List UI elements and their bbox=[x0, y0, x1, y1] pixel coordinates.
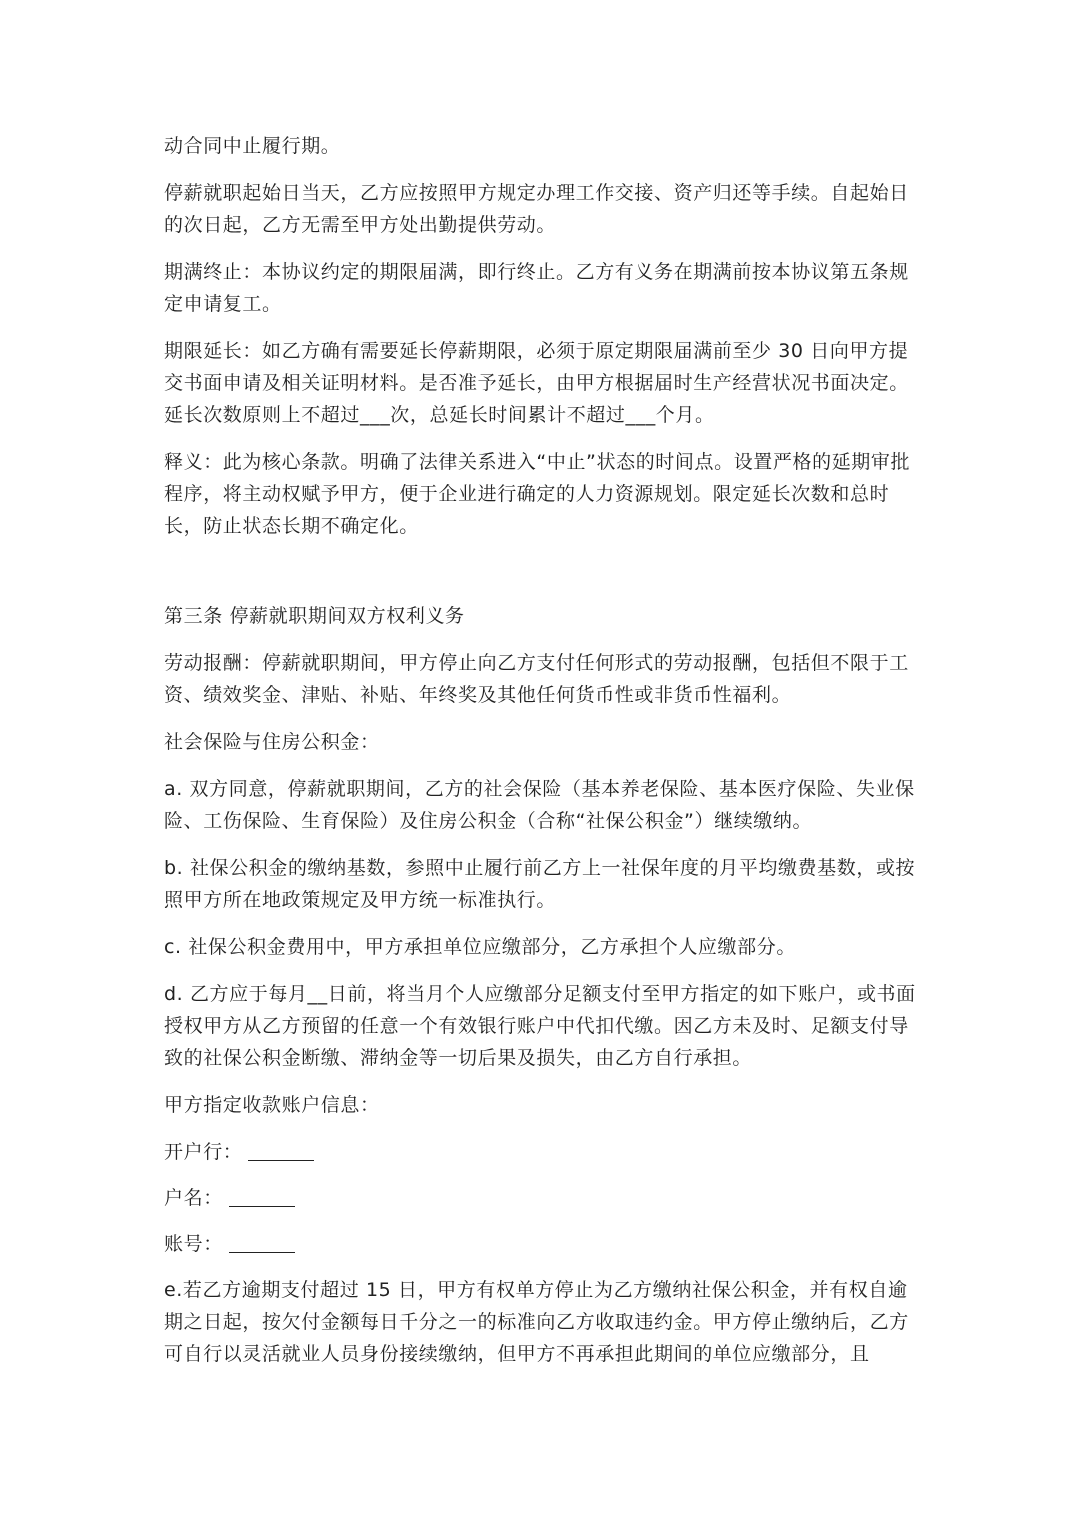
blank-line bbox=[229, 1230, 295, 1253]
paragraph-extension: 期限延长：如乙方确有需要延长停薪期限，必须于原定期限届满前至少 30 日向甲方提交书面申请及相关证明材料。是否准予延长，由甲方根据届时生产经营状况书面决定。延长次数原则上不超过___次，总延长时间累计不超过___个月。 bbox=[164, 340, 909, 426]
paragraph-item-e: e.若乙方逾期支付超过 15 日，甲方有权单方停止为乙方缴纳社保公积金，并有权自逾期之日起，按欠付金额每日千分之一的标准向乙方收取违约金。甲方停止缴纳后，乙方可自行以灵活就业人员身份接续缴纳，但甲方不再承担此期间的单位应缴部分，且 bbox=[164, 1279, 909, 1365]
paragraph-start-date: 停薪就职起始日当天，乙方应按照甲方规定办理工作交接、资产归还等手续。自起始日的次日起，乙方无需至甲方处出勤提供劳动。 bbox=[164, 182, 909, 236]
field-account-name-label: 户名： bbox=[164, 1187, 223, 1209]
paragraph-item-b: b. 社保公积金的缴纳基数，参照中止履行前乙方上一社保年度的月平均缴费基数，或按照甲方所在地政策规定及甲方统一标准执行。 bbox=[164, 857, 916, 911]
paragraph-interpretation: 释义：此为核心条款。明确了法律关系进入“中止”状态的时间点。设置严格的延期审批程序，将主动权赋予甲方，便于企业进行确定的人力资源规划。限定延长次数和总时长，防止状态长期不确定化。 bbox=[164, 451, 911, 537]
document-body bbox=[164, 130, 924, 1385]
paragraph-expiry: 期满终止：本协议约定的期限届满，即行终止。乙方有义务在期满前按本协议第五条规定申请复工。 bbox=[164, 261, 909, 315]
field-account-name bbox=[164, 1182, 924, 1214]
paragraph-account-info: 甲方指定收款账户信息： bbox=[164, 1094, 380, 1116]
field-bank-label: 开户行： bbox=[164, 1141, 243, 1163]
paragraph-item-d: d. 乙方应于每月__日前，将当月个人应缴部分足额支付至甲方指定的如下账户，或书面授权甲方从乙方预留的任意一个有效银行账户中代扣代缴。因乙方未及时、足额支付导致的社保公积金断缴、滞纳金等一切后果及损失，由乙方自行承担。 bbox=[164, 983, 916, 1069]
paragraph-continuation: 动合同中止履行期。 bbox=[164, 135, 341, 157]
paragraph-insurance-heading: 社会保险与住房公积金： bbox=[164, 731, 380, 753]
paragraph-item-c: c. 社保公积金费用中，甲方承担单位应缴部分，乙方承担个人应缴部分。 bbox=[164, 936, 796, 958]
blank-line bbox=[229, 1184, 295, 1207]
paragraph-remuneration: 劳动报酬：停薪就职期间，甲方停止向乙方支付任何形式的劳动报酬，包括但不限于工资、绩效奖金、津贴、补贴、年终奖及其他任何货币性或非货币性福利。 bbox=[164, 652, 909, 706]
field-account-number-label: 账号： bbox=[164, 1233, 223, 1255]
field-account-number bbox=[164, 1228, 924, 1260]
paragraph-item-a: a. 双方同意，停薪就职期间，乙方的社会保险（基本养老保险、基本医疗保险、失业保险、工伤保险、生育保险）及住房公积金（合称“社保公积金”）继续缴纳。 bbox=[164, 778, 915, 832]
blank-line bbox=[248, 1138, 314, 1161]
field-bank bbox=[164, 1136, 924, 1168]
section-title: 第三条 停薪就职期间双方权利义务 bbox=[164, 605, 465, 627]
